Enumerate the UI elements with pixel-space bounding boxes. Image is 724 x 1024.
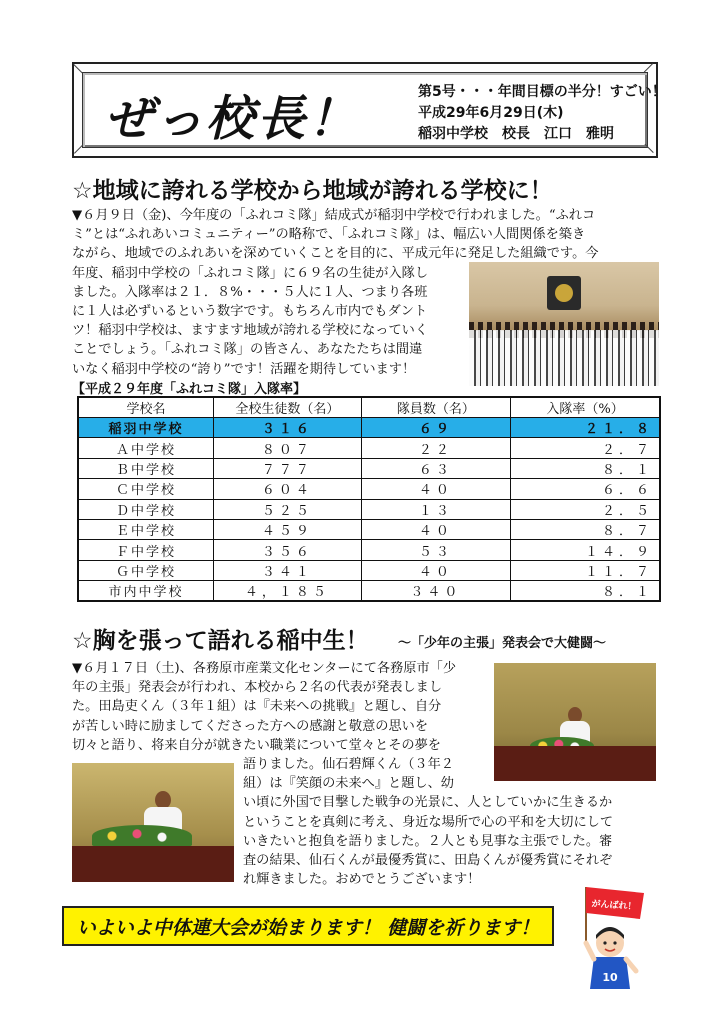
table-row — [78, 581, 660, 602]
text-line: ミ”とは“ふれあいコミュニティー”の略称で、「ふれコミ隊」は、幅広い人間関係を築き — [72, 227, 586, 243]
school-cell: Ａ中学校 — [78, 438, 214, 458]
text-line: ▼６月１７日（土)、各務原市産業文化センターにて各務原市「少 — [72, 661, 457, 676]
frame-corner — [636, 56, 653, 73]
rate-cell: ８．７ — [511, 519, 660, 539]
students-cell: ６０４ — [214, 479, 362, 499]
podium — [72, 846, 234, 882]
column-header: 隊員数（名） — [361, 397, 510, 418]
issue-number: 第5号・・・年間目標の半分！すごい！ — [418, 84, 666, 100]
rate-cell: ２１．８ — [511, 418, 660, 438]
text-line: い頃に外国で目撃した戦争の光景に、人としていかに生きるか — [243, 795, 613, 811]
section2-body-top — [72, 659, 456, 755]
rate-cell: ２．５ — [511, 499, 660, 519]
text-line: ▼６月９日（金)、今年度の「ふれコミ隊」結成式が稲羽中学校で行われました。“ふれコ — [72, 208, 596, 223]
enrollment-table — [77, 396, 661, 602]
table-row — [78, 458, 660, 478]
members-cell: ６３ — [361, 458, 510, 478]
members-cell: １３ — [361, 499, 510, 519]
column-header: 学校名 — [78, 397, 214, 418]
frame-corner — [66, 64, 83, 81]
school-cell: Ｅ中学校 — [78, 519, 214, 539]
podium — [494, 746, 656, 781]
flag-text: がんばれ！ — [591, 899, 637, 913]
student-crowd — [469, 330, 659, 386]
gym-group-photo — [469, 262, 659, 386]
speaker-photo-sengoku — [72, 763, 234, 882]
text-line: ツ！稲羽中学校は、ますます地域が誇れる学校になっていく — [72, 323, 429, 339]
column-header: 全校生徒数（名） — [214, 397, 362, 418]
rate-cell: ８．１ — [511, 581, 660, 602]
text-line: ながら、地域でのふれあいを深めていくことを目的に、平成元年に発足した組織です。今 — [72, 246, 599, 262]
text-line: 年の主張」発表会が行われ、本校から２名の代表が発表しまし — [72, 680, 443, 696]
members-cell: ４０ — [361, 560, 510, 580]
issue-author: 稲羽中学校 校長 江口 雅明 — [418, 126, 614, 142]
rate-cell: １１．７ — [511, 560, 660, 580]
text-line: 組）は『笑顔の未来へ』と題し、幼 — [243, 776, 454, 792]
members-cell: ３４０ — [361, 581, 510, 602]
tournament-banner: いよいよ中体連大会が始まります！ 健闘を祈ります！ — [62, 906, 554, 946]
newsletter-title: ぜっ校長！ — [105, 91, 360, 147]
text-line: ということを真剣に考え、身近な場所で心の平和を大切にして — [243, 814, 614, 830]
members-cell: ５３ — [361, 540, 510, 560]
text-line: 年度、稲羽中学校の「ふれコミ隊」に６９名の生徒が入隊し — [72, 265, 429, 281]
cheering-mascot-illustration — [570, 883, 650, 995]
table-row — [78, 540, 660, 560]
members-cell: ４０ — [361, 519, 510, 539]
table-header-row — [78, 397, 660, 418]
students-cell: ５２５ — [214, 499, 362, 519]
students-cell: ３５６ — [214, 540, 362, 560]
text-line: 語りました。仙石碧輝くん（３年２ — [243, 757, 454, 772]
school-cell: 市内中学校 — [78, 581, 214, 602]
flower-arrangement — [92, 825, 192, 847]
rate-cell: ２．７ — [511, 438, 660, 458]
table-row — [78, 560, 660, 580]
issue-date: 平成29年6月29日(木) — [418, 105, 564, 121]
school-emblem-banner — [547, 276, 581, 310]
school-cell: Ｄ中学校 — [78, 499, 214, 519]
text-line: ことでしょう。「ふれコミ隊」の皆さん、あなたたちは間違 — [72, 342, 423, 358]
table-caption: 【平成２９年度「ふれコミ隊」入隊率】 — [72, 382, 307, 397]
section2-title: ☆胸を張って語れる稲中生！ — [72, 628, 369, 654]
school-cell: Ｃ中学校 — [78, 479, 214, 499]
members-cell: ６９ — [361, 418, 510, 438]
text-line: 査の結果、仙石くんが最優秀賞に、田島くんが優秀賞にそれぞ — [243, 853, 613, 869]
members-cell: ４０ — [361, 479, 510, 499]
table-row — [78, 438, 660, 458]
students-cell: ３４１ — [214, 560, 362, 580]
text-line: が苦しい時に励ましてくださった方への感謝と敬意の思いを — [72, 718, 429, 734]
text-line: に１人は必ずいるという数字です。もちろん市内でもダント — [72, 304, 428, 320]
speaker-photo-tajima — [494, 663, 656, 781]
table-row — [78, 519, 660, 539]
table-row-highlight — [78, 418, 660, 438]
text-line: た。田島吏くん（３年１組）は『未来への挑戦』と題し、自分 — [72, 699, 442, 715]
school-cell: 稲羽中学校 — [78, 418, 214, 438]
text-line: れ輝きました。おめでとうございます！ — [243, 872, 481, 888]
students-cell: ８０７ — [214, 438, 362, 458]
text-line: 切々と語り、将来自分が就きたい職業について堂々とその夢を — [72, 737, 441, 753]
rate-cell: ６．６ — [511, 479, 660, 499]
students-cell: ７７７ — [214, 458, 362, 478]
students-cell: ３１６ — [214, 418, 362, 438]
column-header: 入隊率（%） — [511, 397, 660, 418]
rate-cell: １４．９ — [511, 540, 660, 560]
issue-info — [418, 82, 666, 145]
section1-title: ☆地域に誇れる学校から地域が誇れる学校に！ — [72, 178, 553, 204]
shirt-number: 10 — [602, 971, 618, 984]
school-cell: Ｇ中学校 — [78, 560, 214, 580]
school-cell: Ｂ中学校 — [78, 458, 214, 478]
students-cell: ４，１８５ — [214, 581, 362, 602]
text-line: ました。入隊率は２１．８%・・・５人に１人、つまり各班 — [72, 284, 428, 300]
section2-subtitle: ～「少年の主張」発表会で大健闘～ — [398, 636, 607, 651]
school-cell: Ｆ中学校 — [78, 540, 214, 560]
table-row — [78, 499, 660, 519]
text-line: いなく稲羽中学校の“誇り”です！活躍を期待しています！ — [72, 361, 416, 377]
text-line: いきたいと抱負を語りました。２人とも見事な主張でした。審 — [243, 833, 613, 849]
members-cell: ２２ — [361, 438, 510, 458]
rate-cell: ８．１ — [511, 458, 660, 478]
table-row — [78, 479, 660, 499]
students-cell: ４５９ — [214, 519, 362, 539]
